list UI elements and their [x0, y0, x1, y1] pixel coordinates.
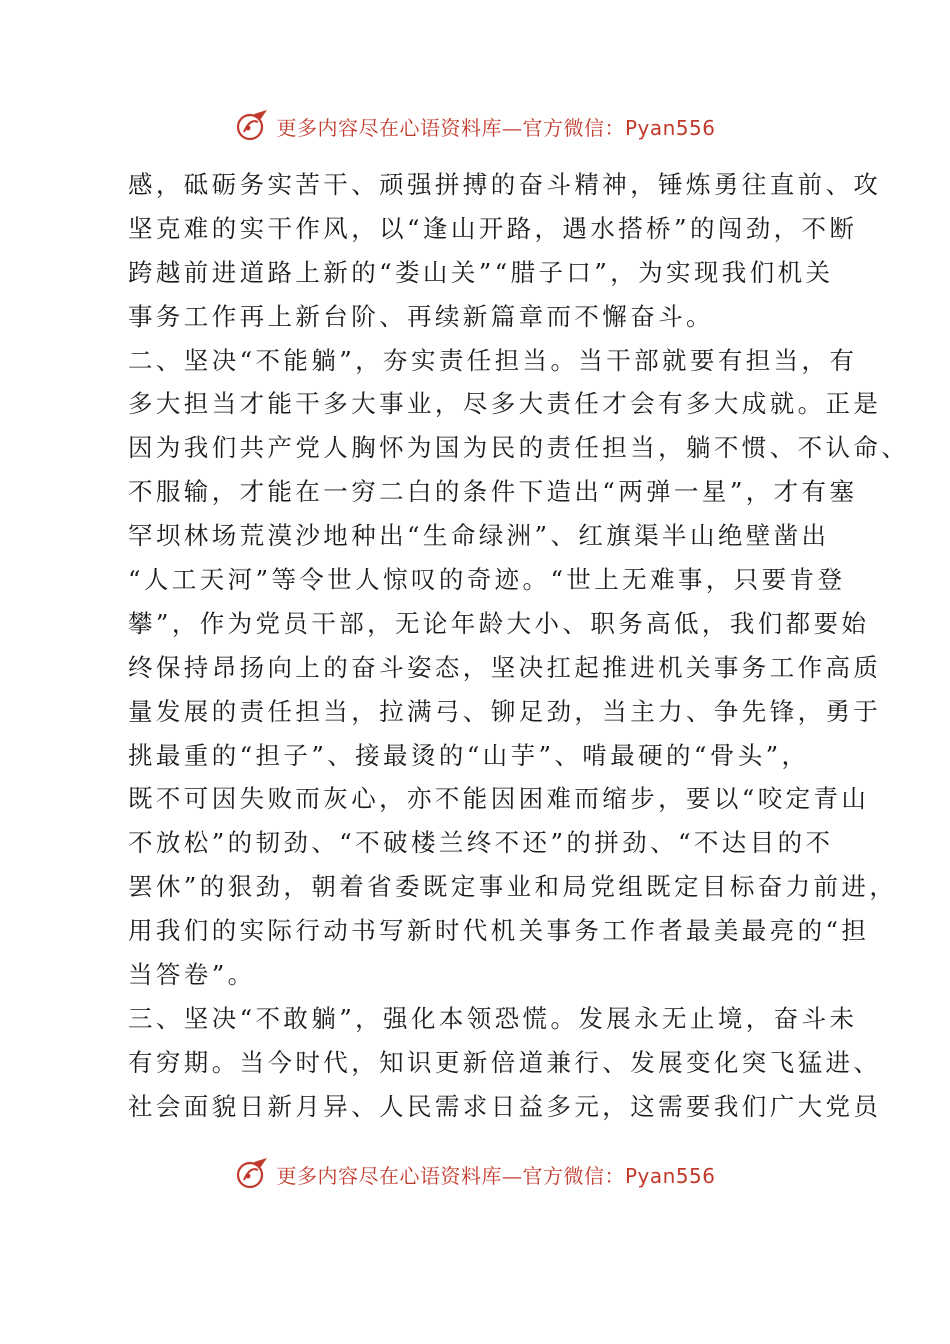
watermark-text: 更多内容尽在心语资料库—官方微信：Pyan556 — [276, 115, 716, 140]
text-line: 罢休”的狠劲，朝着省委既定事业和局党组既定目标奋力前进， — [128, 872, 898, 902]
text-line: 社会面貌日新月异、人民需求日益多元，这需要我们广大党员 — [128, 1091, 882, 1121]
document-body — [128, 163, 910, 1129]
text-line: 量发展的责任担当，拉满弓、铆足劲，当主力、争先锋，勇于 — [128, 696, 882, 726]
text-line: 终保持昂扬向上的奋斗姿态，坚决扛起推进机关事务工作高质 — [128, 652, 882, 682]
watermark-footer — [0, 1152, 950, 1196]
text-line: 坚克难的实干作风，以“逢山开路，遇水搭桥”的闯劲，不断 — [128, 213, 858, 243]
watermark-text: 更多内容尽在心语资料库—官方微信：Pyan556 — [276, 1163, 716, 1188]
text-line: 不服输，才能在一穷二白的条件下造出“两弹一星”，才有塞 — [128, 477, 858, 507]
text-line: 既不可因失败而灰心，亦不能因困难而缩步，要以“咬定青山 — [128, 784, 870, 814]
text-line: “人工天河”等令世人惊叹的奇迹。“世上无难事，只要肯登 — [128, 565, 846, 595]
text-line: 多大担当才能干多大事业，尽多大责任才会有多大成就。正是 — [128, 389, 882, 419]
text-line: 事务工作再上新台阶、再续新篇章而不懈奋斗。 — [128, 301, 714, 331]
text-line: 罕坝林场荒漠沙地种出“生命绿洲”、红旗渠半山绝壁凿出 — [128, 521, 830, 551]
text-line: 有穷期。当今时代，知识更新倍道兼行、发展变化突飞猛进、 — [128, 1047, 882, 1077]
text-line: 二、坚决“不能躺”，夯实责任担当。当干部就要有担当，有 — [128, 345, 858, 375]
text-line: 三、坚决“不敢躺”，强化本领恐慌。发展永无止境，奋斗未 — [128, 1003, 858, 1033]
seal-logo-icon — [234, 1156, 270, 1192]
text-line: 当答卷”。 — [128, 960, 256, 990]
text-line: 因为我们共产党人胸怀为国为民的责任担当，躺不惯、不认命、 — [128, 433, 910, 463]
text-line: 挑最重的“担子”、接最烫的“山芋”、啃最硬的“骨头”， — [128, 740, 810, 770]
watermark-header — [0, 104, 950, 148]
text-line: 用我们的实际行动书写新时代机关事务工作者最美最亮的“担 — [128, 916, 870, 946]
text-line: 不放松”的韧劲、“不破楼兰终不还”的拼劲、“不达目的不 — [128, 828, 834, 858]
seal-logo-icon — [234, 108, 270, 144]
text-line: 感，砥砺务实苦干、顽强拼搏的奋斗精神，锤炼勇往直前、攻 — [128, 170, 882, 199]
text-line: 跨越前进道路上新的“娄山关”“腊子口”，为实现我们机关 — [128, 257, 834, 287]
text-line: 攀”，作为党员干部，无论年龄大小、职务高低，我们都要始 — [128, 608, 870, 638]
